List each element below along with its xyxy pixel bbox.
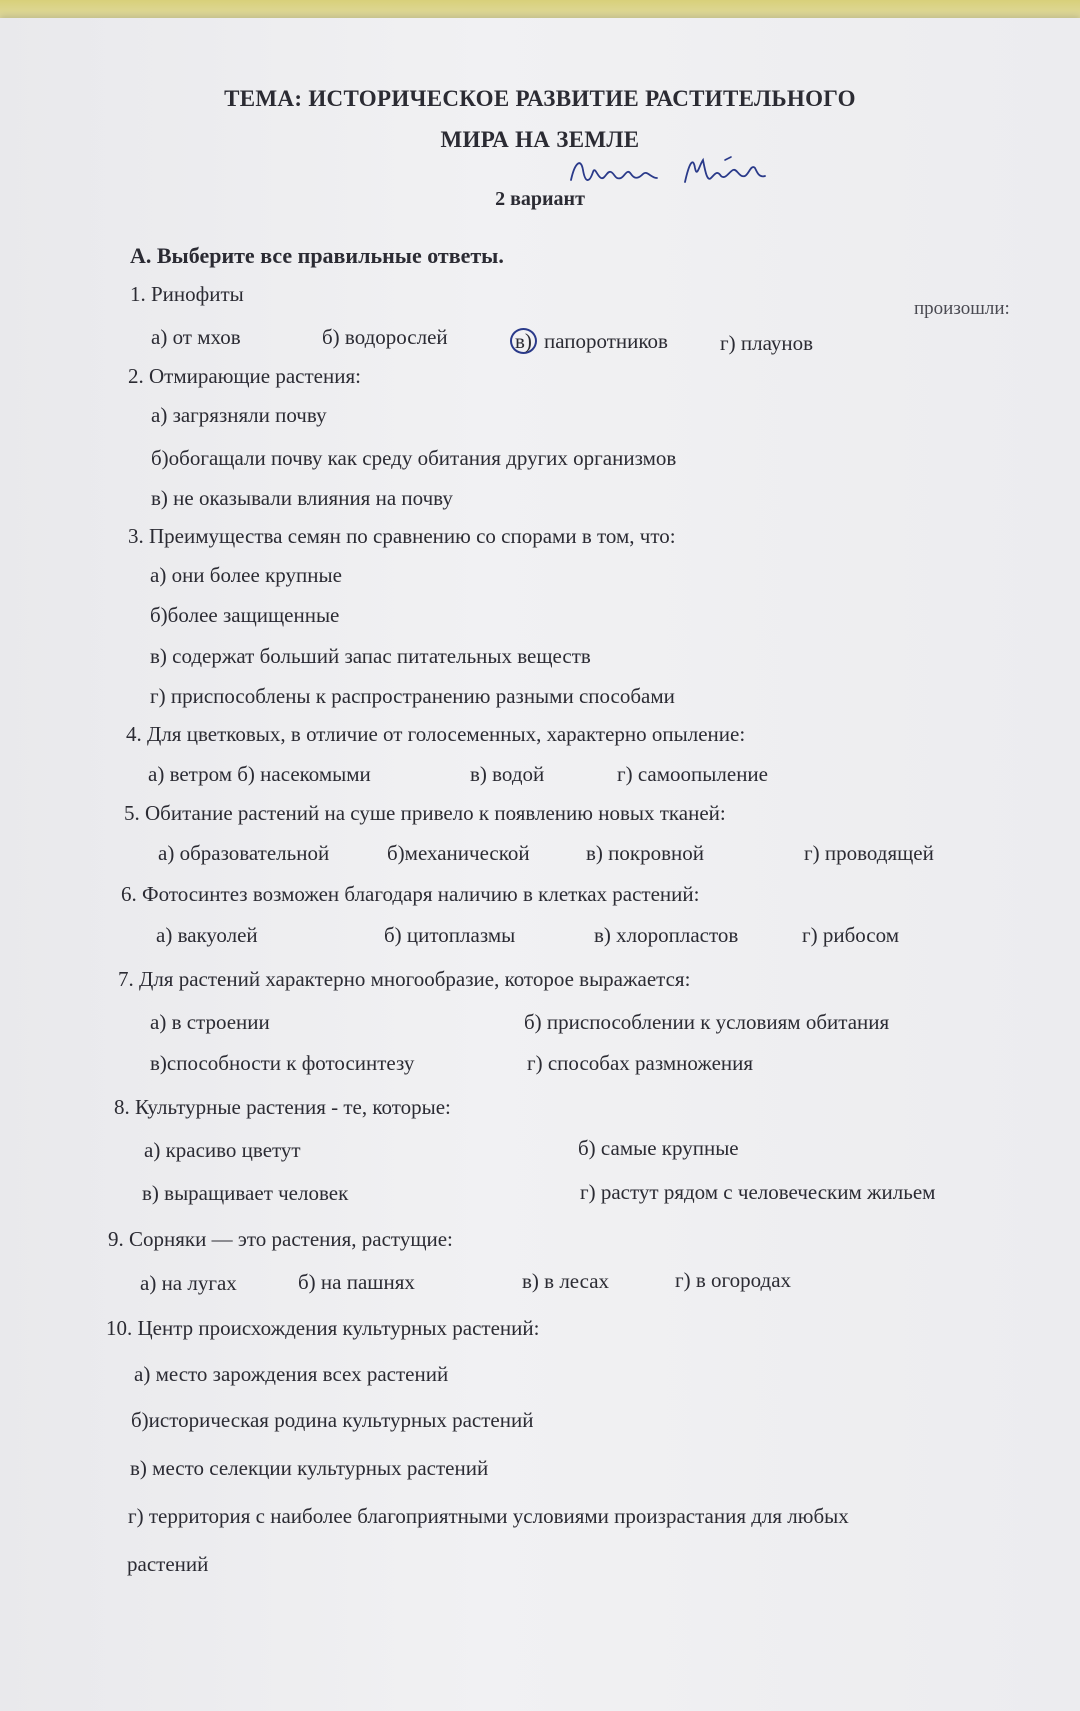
q1-option-b[interactable]: б) водорослей [322,325,448,349]
q1-option-v-circled[interactable] [510,328,537,354]
q5-option-a[interactable]: а) образовательной [158,841,330,865]
section-instruction: А. Выберите все правильные ответы. [130,243,504,268]
q4-option-v[interactable]: в) водой [470,762,545,786]
q9-option-v[interactable]: в) в лесах [522,1269,610,1293]
q7-option-b[interactable]: б) приспособлении к условиям обитания [524,1010,890,1034]
q8-option-g[interactable]: г) растут рядом с человеческим жильем [580,1180,936,1204]
q1-option-v[interactable]: папоротников [544,329,668,353]
q9-option-a[interactable]: а) на лугах [140,1271,237,1295]
q6-option-v[interactable]: в) хлоропластов [594,923,739,947]
q8-option-a[interactable]: а) красиво цветут [144,1138,301,1162]
q9-option-g[interactable]: г) в огородах [675,1268,792,1292]
question-5: 5. Обитание растений на суше привело к появлению новых тканей: [124,801,726,825]
question-9: 9. Сорняки — это растения, растущие: [108,1227,453,1251]
q4-option-g[interactable]: г) самоопыление [617,762,768,786]
q6-option-g[interactable]: г) рибосом [802,923,900,947]
q1-option-g[interactable]: г) плаунов [720,331,813,355]
q10-option-g-continuation: растений [127,1552,209,1576]
margin-note: произошли: [914,298,1010,319]
question-7: 7. Для растений характерно многообразие, которое выражается: [118,967,691,991]
question-10: 10. Центр происхождения культурных растений: [106,1316,540,1340]
q6-option-a[interactable]: а) вакуолей [156,923,258,947]
q7-option-g[interactable]: г) способах размножения [527,1051,754,1075]
question-2: 2. Отмирающие растения: [128,364,361,388]
q5-option-g[interactable]: г) проводящей [804,841,934,865]
q3-option-v[interactable]: в) содержат больший запас питательных веществ [150,644,591,668]
page-title-line1: ТЕМА: ИСТОРИЧЕСКОЕ РАЗВИТИЕ РАСТИТЕЛЬНОГО [224,86,856,111]
q8-option-b[interactable]: б) самые крупные [578,1136,739,1160]
q5-option-b[interactable]: б)механической [387,841,530,865]
q3-option-g[interactable]: г) приспособлены к распространению разными способами [150,684,675,708]
answer-circle-mark: в) [510,328,537,354]
q10-option-v[interactable]: в) место селекции культурных растений [130,1456,489,1480]
q2-option-b[interactable]: б)обогащали почву как среду обитания других организмов [151,446,677,470]
question-8: 8. Культурные растения - те, которые: [114,1095,451,1119]
question-3: 3. Преимущества семян по сравнению со спорами в том, что: [128,524,676,548]
q4-options-ab[interactable]: а) ветром б) насекомыми [148,762,371,786]
q9-option-b[interactable]: б) на пашнях [298,1270,415,1294]
q10-option-a[interactable]: а) место зарождения всех растений [134,1362,449,1386]
q7-option-v[interactable]: в)способности к фотосинтезу [150,1051,415,1075]
q10-option-b[interactable]: б)историческая родина культурных растений [131,1408,534,1432]
question-1: 1. Ринофиты [130,282,244,306]
q10-option-g[interactable]: г) территория с наиболее благоприятными условиями произрастания для любых [128,1504,849,1528]
q2-option-v[interactable]: в) не оказывали влияния на почву [151,486,453,510]
q3-option-a[interactable]: а) они более крупные [150,563,342,587]
q6-option-b[interactable]: б) цитоплазмы [384,923,516,947]
q5-option-v[interactable]: в) покровной [586,841,704,865]
q3-option-b[interactable]: б)более защищенные [150,603,340,627]
q2-option-a[interactable]: а) загрязняли почву [151,403,327,427]
question-6: 6. Фотосинтез возможен благодаря наличию в клетках растений: [121,882,700,906]
variant-label: 2 вариант [495,188,585,210]
q1-option-a[interactable]: а) от мхов [151,325,241,349]
q7-option-a[interactable]: а) в строении [150,1010,270,1034]
question-4: 4. Для цветковых, в отличие от голосеменных, характерно опыление: [126,722,746,746]
page-title-line2: МИРА НА ЗЕМЛЕ [440,127,640,152]
q8-option-v[interactable]: в) выращивает человек [142,1181,349,1205]
